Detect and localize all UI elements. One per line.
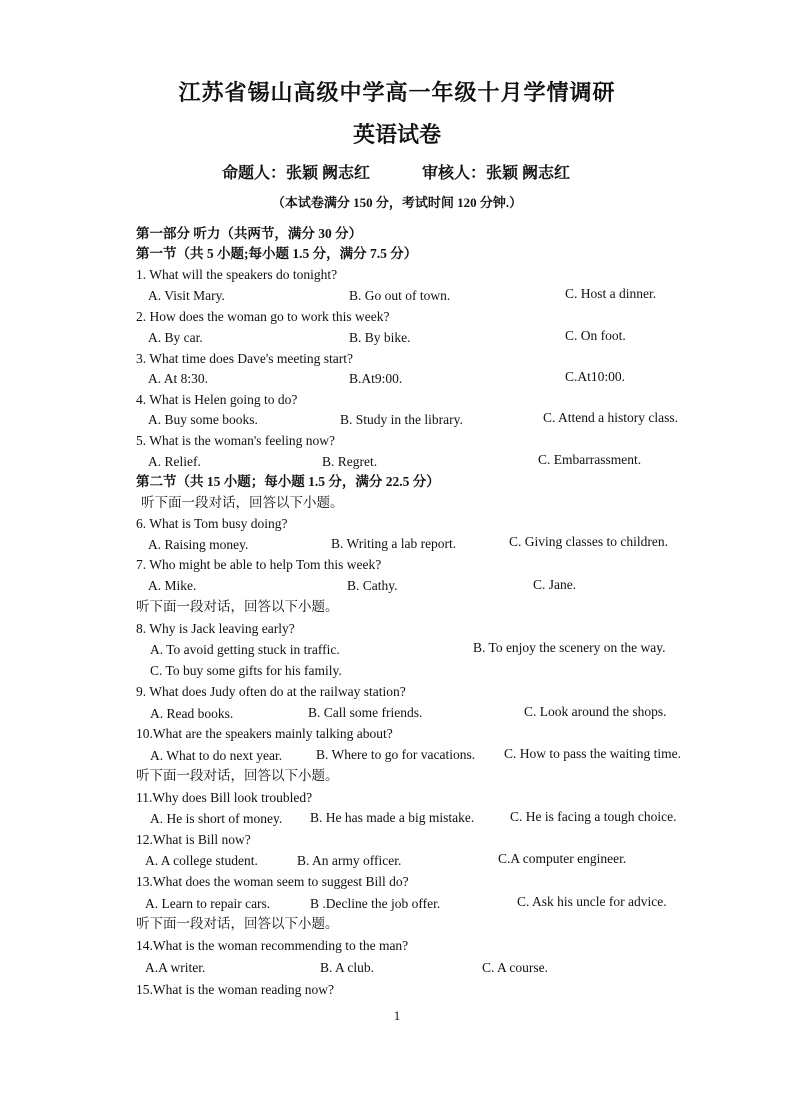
question-stem: 14.What is the woman recommending to the man? xyxy=(136,938,409,953)
question-stem: 10.What are the speakers mainly talking about? xyxy=(136,726,393,741)
option-c: C. Embarrassment. xyxy=(538,452,642,467)
part1-heading: 第一部分 听力（共两节，满分 30 分） xyxy=(136,226,363,241)
option-b: B. Where to go for vacations. xyxy=(316,747,476,762)
option-b: B.At9:00. xyxy=(349,371,403,386)
question-stem: 11.Why does Bill look troubled? xyxy=(136,790,313,805)
section2-heading: 第二节（共 15 小题；每小题 1.5 分，满分 22.5 分） xyxy=(136,474,440,489)
option-a: A. A college student. xyxy=(145,853,258,868)
option-a: A. By car. xyxy=(148,330,203,345)
option-b: B. Writing a lab report. xyxy=(331,536,457,551)
option-b: B. A club. xyxy=(320,960,375,975)
question-stem: 7. Who might be able to help Tom this week? xyxy=(136,557,382,572)
option-c: C.At10:00. xyxy=(565,369,626,384)
option-b: B. By bike. xyxy=(349,330,411,345)
question-stem: 9. What does Judy often do at the railway station? xyxy=(136,684,406,699)
option-a: A. What to do next year. xyxy=(150,748,283,763)
option-a: A. Buy some books. xyxy=(148,412,258,427)
option-c: C.A computer engineer. xyxy=(498,851,627,866)
question-stem: 1. What will the speakers do tonight? xyxy=(136,267,338,282)
option-a: A. At 8:30. xyxy=(148,371,209,386)
question-stem: 2. How does the woman go to work this week? xyxy=(136,309,390,324)
option-b: B. An army officer. xyxy=(297,853,402,868)
option-b: B. Go out of town. xyxy=(349,288,451,303)
setter: 命题人：张颖 阙志红 xyxy=(222,165,371,182)
option-b: B. Study in the library. xyxy=(340,412,463,427)
question-stem: 12.What is Bill now? xyxy=(136,832,251,847)
option-c: C. Host a dinner. xyxy=(565,286,657,301)
option-a: A. To avoid getting stuck in traffic. xyxy=(150,642,340,657)
listening-instruction: 听下面一段对话，回答以下小题。 xyxy=(141,495,344,510)
option-c: C. Jane. xyxy=(533,577,577,592)
exam-note: （本试卷满分 150 分，考试时间 120 分钟.） xyxy=(271,195,523,210)
option-b: B. To enjoy the scenery on the way. xyxy=(473,640,666,655)
option-c: C. Giving classes to children. xyxy=(509,534,668,549)
option-c: C. Ask his uncle for advice. xyxy=(517,894,667,909)
option-c: C. On foot. xyxy=(565,328,626,343)
option-c: C. He is facing a tough choice. xyxy=(510,809,677,824)
question-stem: 6. What is Tom busy doing? xyxy=(136,516,288,531)
authors-line xyxy=(222,160,570,183)
option-a: A. Relief. xyxy=(148,454,201,469)
option-b: B. He has made a big mistake. xyxy=(310,810,475,825)
school-title: 江苏省锡山高级中学高一年级十月学情调研 xyxy=(178,80,616,105)
option-c: C. Look around the shops. xyxy=(524,704,667,719)
option-a: A.A writer. xyxy=(145,960,206,975)
option-a: A. Read books. xyxy=(150,706,234,721)
option-c: C. Attend a history class. xyxy=(543,410,678,425)
section1-heading: 第一节（共 5 小题;每小题 1.5 分，满分 7.5 分） xyxy=(136,246,418,261)
question-stem: 13.What does the woman seem to suggest Bill do? xyxy=(136,874,409,889)
question-stem: 3. What time does Dave's meeting start? xyxy=(136,351,353,366)
listening-instruction: 听下面一段对话，回答以下小题。 xyxy=(136,599,339,614)
option-a: A. Learn to repair cars. xyxy=(145,896,271,911)
question-stem: 8. Why is Jack leaving early? xyxy=(136,621,295,636)
option-c: C. To buy some gifts for his family. xyxy=(150,663,342,678)
option-a: A. Raising money. xyxy=(148,537,249,552)
listening-instruction: 听下面一段对话，回答以下小题。 xyxy=(136,916,339,931)
reviewer: 审核人：张颖 阙志红 xyxy=(422,165,571,182)
question-stem: 15.What is the woman reading now? xyxy=(136,982,334,997)
option-b: B. Regret. xyxy=(322,454,378,469)
option-b: B. Call some friends. xyxy=(308,705,423,720)
option-a: A. Visit Mary. xyxy=(148,288,225,303)
option-a: A. He is short of money. xyxy=(150,811,283,826)
paper-title: 英语试卷 xyxy=(352,122,441,147)
option-b: B .Decline the job offer. xyxy=(310,896,441,911)
question-stem: 5. What is the woman's feeling now? xyxy=(136,433,336,448)
option-b: B. Cathy. xyxy=(347,578,398,593)
option-c: C. A course. xyxy=(482,960,548,975)
listening-instruction: 听下面一段对话，回答以下小题。 xyxy=(136,768,339,783)
option-c: C. How to pass the waiting time. xyxy=(504,746,681,761)
option-a: A. Mike. xyxy=(148,578,197,593)
question-stem: 4. What is Helen going to do? xyxy=(136,392,298,407)
page-number: 1 xyxy=(393,1008,401,1023)
